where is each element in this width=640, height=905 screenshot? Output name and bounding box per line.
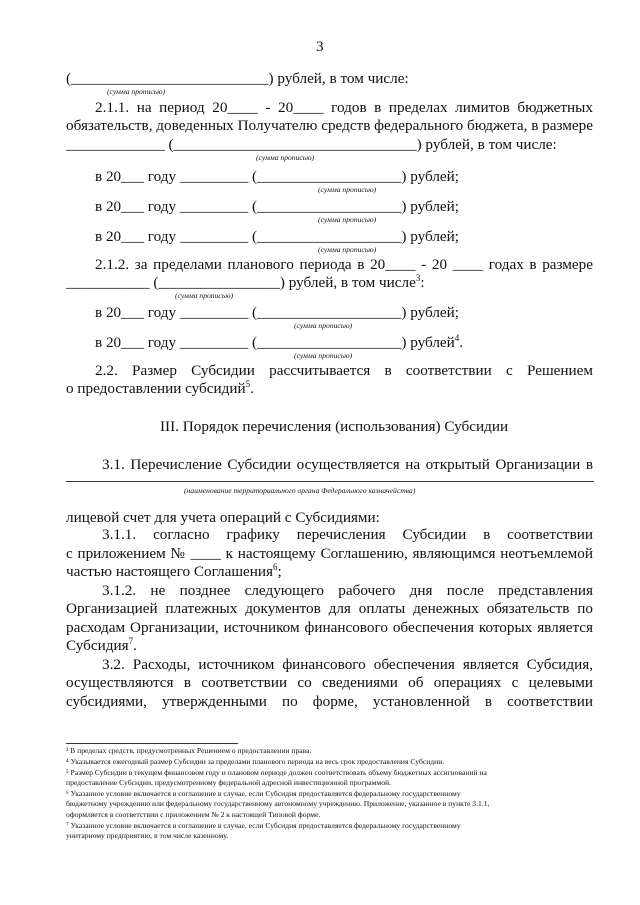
field-hint: (сумма прописью) (318, 245, 377, 254)
footnote: ⁶ Указанное условие включается в соглашение в случае, если Субсидия предоставляется федеральному государственному (66, 789, 461, 798)
footnote-ref: 3 (415, 272, 421, 283)
text-line: частью настоящего Соглашения$^6$; (66, 561, 282, 580)
text-line: субсидиями, утвержденными по форме, установленной в соответствии (66, 693, 593, 710)
fill-in-line (66, 481, 594, 482)
footnote: унитарному предприятию, в том числе казенному. (66, 831, 229, 840)
footnote-ref: 7 (128, 635, 134, 646)
text-line: Организацией платежных документов для оплаты денежных обязательств по (66, 600, 593, 617)
text-line: _____________ (________________________________) рублей, в том числе: (66, 136, 557, 153)
page-number: 3 (316, 38, 324, 55)
field-hint: (сумма прописью) (256, 153, 315, 162)
footnote: ³ В пределах средств, предусмотренных Решением о предоставлении права. (66, 746, 312, 755)
paragraph-2-1-2: 2.1.2. за пределами планового периода в 20____ - 20 ____ годах в размере (95, 256, 593, 273)
field-hint: (сумма прописью) (318, 185, 377, 194)
text-line: о предоставлении субсидий$^5$. (66, 378, 254, 397)
year-line: в 20___ году _________ (___________________) рублей; (95, 304, 459, 321)
footnote-ref: 4 (454, 332, 460, 343)
text-line: Субсидия$^7$. (66, 635, 137, 654)
text-line: обязательств, доведенных Получателю средств федерального бюджета, в размере (66, 117, 593, 134)
field-hint: (сумма прописью) (294, 321, 353, 330)
year-line: в 20___ году _________ (___________________) рублей$^4$. (95, 332, 464, 351)
section-heading: III. Порядок перечисления (использования) Субсидии (160, 418, 509, 435)
footnote-separator (66, 743, 238, 744)
footnote: ⁴ Указывается ежегодный размер Субсидии за пределами планового периода на весь срок предоставления Субсидии. (66, 757, 445, 766)
paragraph-3-1-1: 3.1.1. согласно графику перечисления Субсидии в соответствии (102, 526, 593, 543)
paragraph-3-2: 3.2. Расходы, источником финансового обеспечения является Субсидия, (102, 656, 593, 673)
footnote: бюджетному учреждению или федеральному государственному автономному учреждению. Приложение, указанное в пункте 3.1.1, (66, 799, 490, 808)
year-line: в 20___ году _________ (___________________) рублей; (95, 228, 459, 245)
paragraph-2-1-1: 2.1.1. на период 20____ - 20____ годов в пределах лимитов бюджетных (95, 99, 593, 116)
paragraph-2-2: 2.2. Размер Субсидии рассчитывается в соответствии с Решением (95, 362, 593, 379)
footnote: предоставление Субсидии, предусмотренному федеральной адресной инвестиционной программой. (66, 778, 391, 787)
paragraph-3-1-2: 3.1.2. не позднее следующего рабочего дня после представления (102, 582, 593, 599)
field-hint: (сумма прописью) (107, 87, 166, 96)
text-line: расходам Организации, источником финансового обеспечения которых является (66, 619, 593, 636)
text-line: лицевой счет для учета операций с Субсидиями: (66, 509, 380, 526)
footnote: ⁷ Указанное условие включается в соглашение в случае, если Субсидия предоставляется федеральному государственному (66, 821, 461, 830)
year-line: в 20___ году _________ (___________________) рублей; (95, 168, 459, 185)
footnote: оформляется в соответствии с приложением № 2 к настоящей Типовой форме. (66, 810, 321, 819)
field-hint: (сумма прописью) (318, 215, 377, 224)
text-line: с приложением № ____ к настоящему Соглашению, являющимся неотъемлемой (66, 545, 593, 562)
footnote: ⁵ Размер Субсидии в текущем финансовом году и плановом периоде должен соответствовать объему бюджетных ассигнований на (66, 768, 487, 777)
field-hint: (сумма прописью) (294, 351, 353, 360)
year-line: в 20___ году _________ (___________________) рублей; (95, 198, 459, 215)
text-line: ___________ (________________) рублей, в том числе$^3$: (66, 272, 425, 291)
text-line: осуществляются в соответствии со сведениями об операциях с целевыми (66, 674, 593, 691)
field-hint: (наименование территориального органа Федерального казначейства) (184, 486, 416, 495)
paragraph-3-1: 3.1. Перечисление Субсидии осуществляется на открытый Организации в (102, 456, 593, 473)
text-line: (__________________________) рублей, в том числе: (66, 70, 409, 87)
field-hint: (сумма прописью) (175, 291, 234, 300)
footnote-ref: 5 (245, 378, 251, 389)
footnote-ref: 6 (273, 561, 278, 572)
